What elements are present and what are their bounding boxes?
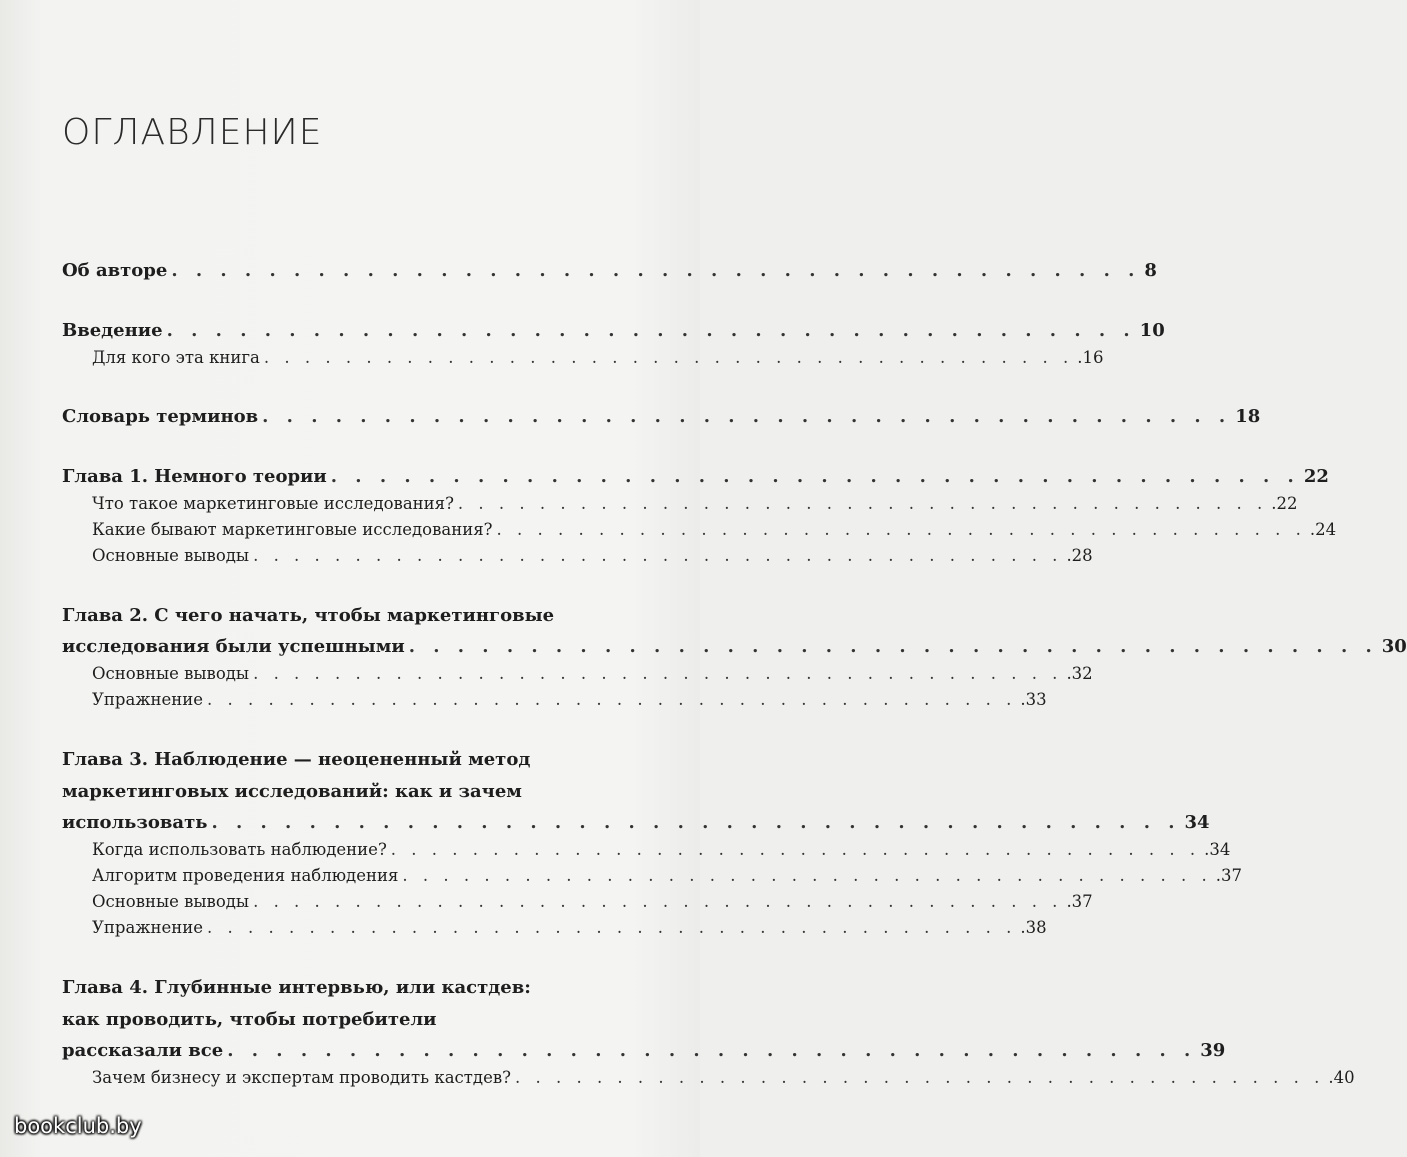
table-of-contents xyxy=(62,250,1407,1088)
toc-subentry xyxy=(62,860,1242,886)
page-title: ОГЛАВЛЕНИЕ xyxy=(62,112,323,153)
toc-page-number: .22 xyxy=(1271,494,1298,514)
toc-page-number: .38 xyxy=(1020,918,1047,938)
toc-entry-chapter-2 xyxy=(62,626,1407,658)
toc-entry-label: Введение xyxy=(62,320,163,342)
toc-page-number: 8 xyxy=(1144,260,1157,282)
toc-subentry xyxy=(62,834,1231,860)
dot-leader: . . . . . . . . . . . . . . . . . . . . . . . . . . . . . . . . . . . . . . . . xyxy=(207,918,1017,938)
dot-leader: . . . . . . . . . . . . . . . . . . . . . . . . . . . . . . . . . . . . . . . . xyxy=(207,690,1017,710)
toc-page-number: .34 xyxy=(1204,840,1231,860)
toc-entry-about xyxy=(62,250,1157,282)
dot-leader: . . . . . . . . . . . . . . . . . . . . . . . . . . . . . . . . . . . . . . . . xyxy=(496,520,1306,540)
toc-page-number: 34 xyxy=(1184,812,1210,834)
toc-entry-chapter-4 xyxy=(62,1030,1226,1062)
toc-entry-chapter-3-line-1: Глава 3. Наблюдение — неоцененный метод xyxy=(62,749,531,770)
dot-leader: . . . . . . . . . . . . . . . . . . . . . . . . . . . . . . . . . . . . . . . . xyxy=(253,892,1063,912)
dot-leader: . . . . . . . . . . . . . . . . . . . . . . . . . . . . . . . . . . . . . . . . xyxy=(253,664,1063,684)
toc-page-number: .37 xyxy=(1066,892,1093,912)
toc-entry-chapter-4-line-2: как проводить, чтобы потребители xyxy=(62,1009,437,1030)
dot-leader: . . . . . . . . . . . . . . . . . . . . . . . . . . . . . . . . . . . . . . . . xyxy=(253,546,1063,566)
toc-entry-label: Словарь терминов xyxy=(62,406,259,428)
toc-subentry-label: Зачем бизнесу и экспертам проводить кастдев? xyxy=(92,1068,511,1088)
toc-page-number: .28 xyxy=(1066,546,1093,566)
dot-leader: . . . . . . . . . . . . . . . . . . . . . . . . . . . . . . . . . . . . . . . . xyxy=(166,320,1136,342)
site-watermark: bookclub.by xyxy=(14,1114,142,1138)
toc-page-number: .24 xyxy=(1309,520,1337,540)
toc-page-number: .16 xyxy=(1077,348,1104,368)
toc-subentry-label: Упражнение xyxy=(92,690,204,710)
toc-subentry xyxy=(62,1062,1355,1088)
toc-subentry-label: Что такое маркетинговые исследования? xyxy=(92,494,454,514)
toc-subentry xyxy=(62,886,1093,912)
toc-page-number: .32 xyxy=(1066,664,1093,684)
toc-entry-chapter-4-line-1: Глава 4. Глубинные интервью, или кастдев: xyxy=(62,977,531,998)
dot-leader: . . . . . . . . . . . . . . . . . . . . . . . . . . . . . . . . . . . . . . . . xyxy=(263,348,1074,368)
toc-subentry xyxy=(62,684,1047,710)
toc-subentry xyxy=(62,514,1337,540)
toc-subentry xyxy=(62,342,1104,368)
toc-entry-chapter-3 xyxy=(62,802,1210,834)
toc-subentry-label: Для кого эта книга xyxy=(92,348,260,368)
toc-subentry xyxy=(62,540,1093,566)
toc-entry-chapter-1 xyxy=(62,456,1329,488)
toc-entry-label: Глава 1. Немного теории xyxy=(62,466,327,488)
dot-leader: . . . . . . . . . . . . . . . . . . . . . . . . . . . . . . . . . . . . . . . . xyxy=(171,260,1141,282)
toc-page-number: 30 xyxy=(1381,636,1407,658)
toc-page-number: .40 xyxy=(1328,1068,1355,1088)
toc-subentry xyxy=(62,658,1093,684)
show-through-text xyxy=(240,58,570,70)
dot-leader: . . . . . . . . . . . . . . . . . . . . . . . . . . . . . . . . . . . . . . . . xyxy=(227,1040,1197,1062)
toc-subentry-label: Упражнение xyxy=(92,918,204,938)
toc-page-number: .37 xyxy=(1215,866,1242,886)
toc-entry-label: рассказали все xyxy=(62,1040,224,1062)
dot-leader: . . . . . . . . . . . . . . . . . . . . . . . . . . . . . . . . . . . . . . . . xyxy=(457,494,1268,514)
dot-leader: . . . . . . . . . . . . . . . . . . . . . . . . . . . . . . . . . . . . . . . . xyxy=(330,466,1300,488)
toc-entry-label: исследования были успешными xyxy=(62,636,405,658)
toc-page-number: 10 xyxy=(1139,320,1165,342)
toc-entry-glossary xyxy=(62,396,1261,428)
toc-entry-label: Об авторе xyxy=(62,260,168,282)
toc-subentry-label: Основные выводы xyxy=(92,664,250,684)
toc-entry-chapter-3-line-2: маркетинговых исследований: как и зачем xyxy=(62,781,522,802)
toc-page-number: 39 xyxy=(1200,1040,1226,1062)
toc-subentry-label: Основные выводы xyxy=(92,892,250,912)
toc-subentry-label: Когда использовать наблюдение? xyxy=(92,840,387,860)
toc-subentry-label: Алгоритм проведения наблюдения xyxy=(92,866,399,886)
toc-entry-intro xyxy=(62,310,1165,342)
dot-leader: . . . . . . . . . . . . . . . . . . . . . . . . . . . . . . . . . . . . . . . . xyxy=(390,840,1201,860)
dot-leader: . . . . . . . . . . . . . . . . . . . . . . . . . . . . . . . . . . . . . . . . xyxy=(262,406,1232,428)
dot-leader: . . . . . . . . . . . . . . . . . . . . . . . . . . . . . . . . . . . . . . . . xyxy=(211,812,1181,834)
toc-page-number: .33 xyxy=(1020,690,1047,710)
dot-leader: . . . . . . . . . . . . . . . . . . . . . . . . . . . . . . . . . . . . . . . . xyxy=(408,636,1378,658)
toc-page-number: 22 xyxy=(1303,466,1329,488)
toc-page-number: 18 xyxy=(1235,406,1261,428)
toc-subentry xyxy=(62,912,1047,938)
toc-subentry-label: Какие бывают маркетинговые исследования? xyxy=(92,520,493,540)
toc-subentry xyxy=(62,488,1298,514)
toc-subentry-label: Основные выводы xyxy=(92,546,250,566)
dot-leader: . . . . . . . . . . . . . . . . . . . . . . . . . . . . . . . . . . . . . . . . xyxy=(514,1068,1325,1088)
toc-entry-chapter-2-line-1: Глава 2. С чего начать, чтобы маркетинговые xyxy=(62,605,555,626)
toc-entry-label: использовать xyxy=(62,812,208,834)
dot-leader: . . . . . . . . . . . . . . . . . . . . . . . . . . . . . . . . . . . . . . . . xyxy=(402,866,1212,886)
